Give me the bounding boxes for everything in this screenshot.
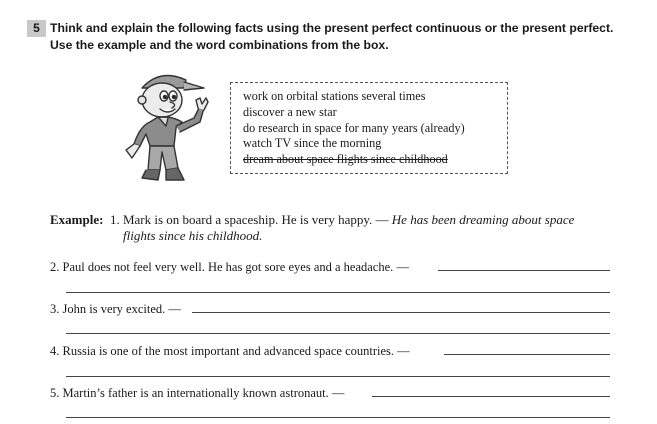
task-instruction [50,20,645,54]
example-question: Mark is on board a spaceship. He is very happy. — [122,212,389,227]
example-label: Example: [50,212,104,227]
word-combinations-box [230,82,508,174]
word-box-item: watch TV since the morning [243,136,382,151]
word-box-item-used: dream about space flights since childhood [243,152,448,167]
answer-line[interactable] [66,333,610,334]
exercise-item-5 [50,385,344,401]
answer-line[interactable] [444,354,610,355]
exercise-number: 2. [50,260,60,274]
exercise-item-3 [50,301,181,317]
answer-line[interactable] [192,312,610,313]
answer-line[interactable] [372,396,610,397]
instruction-line-2: Use the example and the word combinations from the box. [50,38,389,52]
answer-line[interactable] [66,292,610,293]
example-number: 1. [109,212,120,227]
word-box-item: discover a new star [243,104,337,119]
task-number: 5 [27,20,46,37]
instruction-line-1: Think and explain the following facts using the present perfect continuous or the present perfect. [50,21,614,35]
word-box-item: do research in space for many years (already) [243,120,465,135]
exercise-item-4 [50,343,410,359]
exercise-number: 4. [50,344,60,358]
exercise-item-2 [50,259,409,275]
answer-line[interactable] [66,376,610,377]
word-box-item: work on orbital stations several times [243,89,426,103]
exercise-number: 3. [50,302,60,316]
example-answer-continued: flights since his childhood. [123,228,263,243]
exercise-text: Martin’s father is an internationally known astronaut. — [62,386,345,400]
answer-line[interactable] [438,270,610,271]
example-answer: He has been dreaming about space [391,212,575,227]
exercise-text: Russia is one of the most important and advanced space countries. — [62,344,410,358]
exercise-text: John is very excited. — [62,302,181,316]
cartoon-boy-illustration [120,66,220,190]
example-sentence [50,212,620,244]
exercise-number: 5. [50,386,60,400]
answer-line[interactable] [66,417,610,418]
exercise-text: Paul does not feel very well. He has got sore eyes and a headache. — [62,260,409,274]
